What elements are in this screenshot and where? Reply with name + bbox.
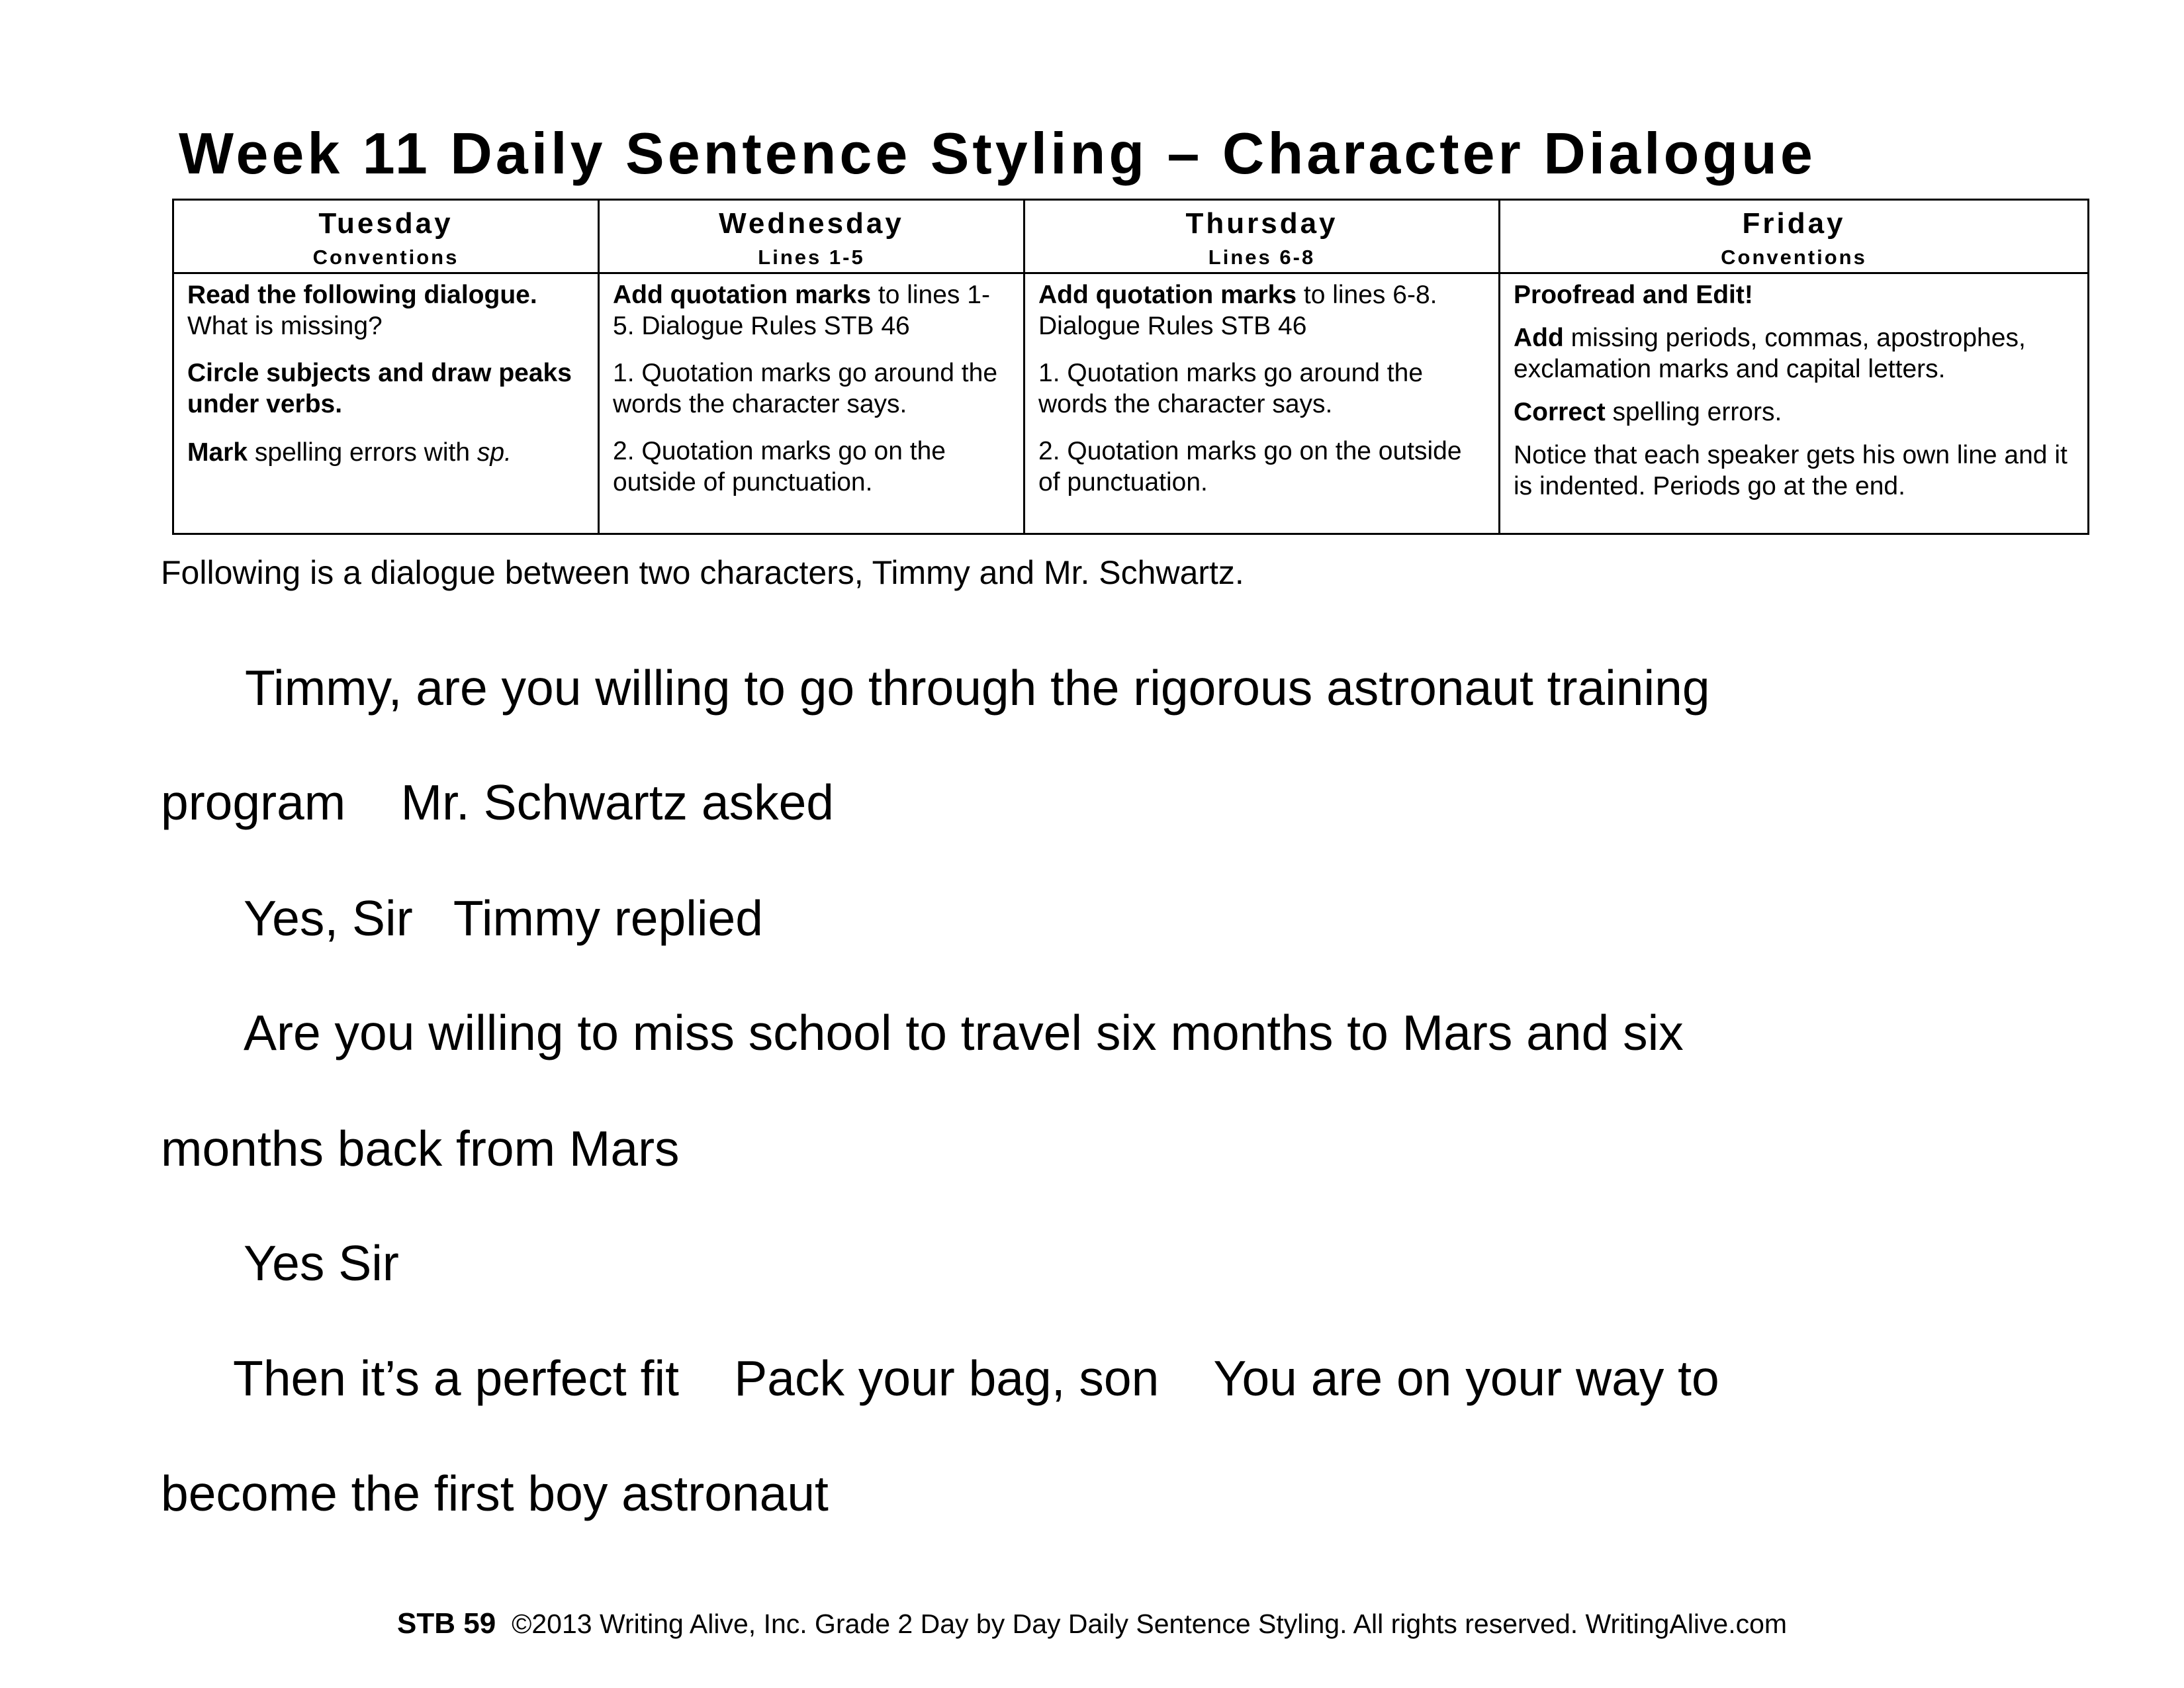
instruction-bold: Mark [187,438,248,467]
day-sublabel: Conventions [312,245,459,269]
instruction-bold: Read the following dialogue. [187,281,537,309]
header-friday [1500,200,2089,273]
instruction-text: missing periods, commas, apostrophes, exclamation marks and capital letters. [1514,324,2026,383]
instruction: Circle subjects and draw peaks under verbs. [187,359,572,418]
page-code: STB 59 [397,1607,496,1640]
instructions-friday [1500,273,2089,534]
instruction [1038,279,1485,342]
dialogue-line-1: Timmy, are you willing to go through the rigorous astronaut training [245,660,1710,716]
instruction: Notice that each speaker gets his own line and it is indented. Periods go at the end. [1514,441,2068,500]
dialogue-line-8: become the first boy astronaut [161,1466,829,1521]
instruction: 1. Quotation marks go around the words the character says. [1038,359,1424,418]
intro-text: Following is a dialogue between two characters, Timmy and Mr. Schwartz. [161,554,1244,591]
day-label: Friday [1742,207,1846,240]
day-sublabel: Lines 6-8 [1208,245,1316,269]
instruction: 2. Quotation marks go on the outside of punctuation. [1038,437,1462,496]
dialogue-line-2: program Mr. Schwartz asked [161,774,835,830]
schedule-table [172,199,2089,535]
header-tuesday [173,200,599,273]
instructions-thursday [1024,273,1500,534]
day-label: Thursday [1185,207,1338,240]
day-label: Tuesday [318,207,453,240]
footer [397,1607,1787,1640]
instruction-bold: Add quotation marks [613,281,872,309]
page-title: Week 11 Daily Sentence Styling – Character Dialogue [179,120,1816,186]
instruction [613,279,1010,342]
schedule-header-row [173,200,2089,273]
header-wednesday [599,200,1024,273]
day-sublabel: Lines 1-5 [758,245,865,269]
instruction: 2. Quotation marks go on the outside of punctuation. [613,437,946,496]
instructions-tuesday [173,273,599,534]
instruction-text: What is missing? [187,312,383,340]
instruction-text: spelling errors. [1605,398,1782,426]
instruction-bold: Add [1514,324,1564,352]
copyright-text: ©2013 Writing Alive, Inc. Grade 2 Day by Day Daily Sentence Styling. All rights reserved. WritingAlive.com [512,1609,1788,1639]
header-thursday [1024,200,1500,273]
instruction-italic: sp. [477,438,512,467]
day-sublabel: Conventions [1721,245,1867,269]
dialogue-line-3: Yes, Sir Timmy replied [244,890,763,946]
instructions-wednesday [599,273,1024,534]
dialogue-line-6: Yes Sir [244,1235,399,1291]
instruction: 1. Quotation marks go around the words the character says. [613,359,998,418]
dialogue-line-4: Are you willing to miss school to travel six months to Mars and six [244,1005,1684,1060]
instruction-text: spelling errors with [248,438,477,467]
instruction [187,437,584,468]
instruction-text: to lines 6-8. Dialogue Rules STB 46 [1038,281,1437,340]
schedule-body-row [173,273,2089,534]
day-label: Wednesday [719,207,904,240]
instruction [1514,322,2074,385]
instruction [1514,397,2074,428]
instruction-bold: Add quotation marks [1038,281,1297,309]
instruction-bold: Correct [1514,398,1606,426]
dialogue-line-7: Then it’s a perfect fit Pack your bag, son You are on your way to [233,1350,1719,1406]
instruction [187,279,584,342]
dialogue-line-5: months back from Mars [161,1121,680,1176]
instruction-text: to lines 1-5. Dialogue Rules STB 46 [613,281,990,340]
instruction: Proofread and Edit! [1514,281,1753,309]
